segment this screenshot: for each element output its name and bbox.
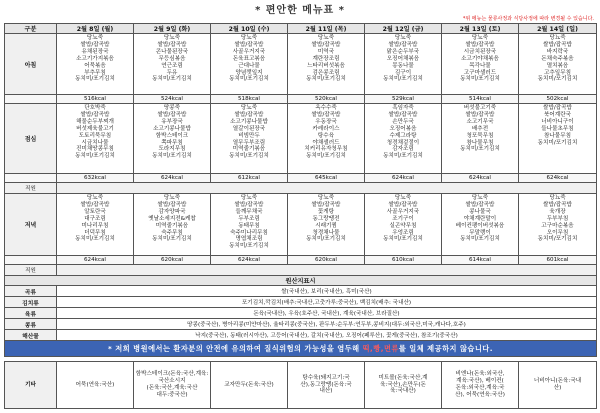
- dish-item: 야채계란말이: [463, 215, 497, 222]
- dish-item: 감자양파국: [158, 208, 186, 215]
- kcal-value: 624kcal: [365, 174, 442, 183]
- dish-item: 쌀밥/잡곡밥: [234, 201, 264, 208]
- dish-item: 어묵볶음: [84, 62, 106, 69]
- dish-item: 동치미/포기김치: [306, 76, 346, 83]
- dish-item: 돈육표고볶음: [232, 55, 266, 62]
- safety-banner-row: [5, 341, 597, 357]
- dish-item: 당뇨죽: [317, 195, 335, 201]
- dish-item: 옛날소세지전&케찹: [148, 215, 196, 222]
- dish-item: 쌀밥/잡곡밥: [388, 41, 418, 48]
- dish-item: 바지락국: [546, 48, 569, 55]
- dish-item: 더덕무침: [84, 229, 106, 236]
- staff-row: [5, 265, 597, 276]
- origin-category: 해산물: [5, 330, 57, 341]
- dish-item: 당뇨죽: [471, 35, 489, 41]
- dish-item: 두부조림: [238, 215, 260, 222]
- dish-item: 쌀밥/잡곡밥: [543, 201, 572, 208]
- dish-item: 동치미/포기김치: [460, 236, 500, 243]
- lunch-day-cell: [442, 104, 519, 174]
- dinner-day-cell: [57, 194, 134, 256]
- day-header: 2월 12일 (금): [365, 24, 442, 34]
- other-origin-item: 비엔나(돈육:외국산, 계육:국산), 베이컨( 돈육:외국산,계육:국 산), 어묵(연육:국산): [442, 362, 519, 409]
- origin-title-row: [5, 276, 597, 286]
- lunch-day-cell: [519, 104, 597, 174]
- dish-item: 동치미/포기김치: [75, 236, 115, 243]
- kcal-value: 516kcal: [57, 95, 134, 104]
- dish-item: 소고기가지볶음: [76, 55, 114, 62]
- dish-item: 검은콩조림: [312, 69, 340, 76]
- kcal-value: 518kcal: [211, 95, 288, 104]
- dish-item: 쌀밥/잡곡밥: [157, 201, 187, 208]
- day-header: 2월 10일 (수): [211, 24, 288, 34]
- other-category: 기타: [5, 362, 57, 409]
- dish-item: 당뇨죽: [549, 35, 566, 41]
- dish-item: 우동장국: [315, 118, 337, 125]
- kcal-label-cell: [5, 95, 57, 104]
- dish-item: 동치미/포기김치: [306, 236, 346, 243]
- dinner-day-cell: [211, 194, 288, 256]
- dish-item: 사골우거지국: [232, 48, 266, 55]
- dish-item: 청경채나물: [312, 229, 340, 236]
- dish-item: 베이컨팽이버섯볶음: [455, 222, 505, 229]
- origin-text: 땅콩(중국산), 병아리콩(미얀마산), 율타리콩(중국산), 판두부:순두부:연두부,콩비지(대두:외국산,미국,캐나다,호주): [57, 319, 597, 330]
- safety-banner: [5, 341, 597, 357]
- lunch-day-cell: [211, 104, 288, 174]
- kcal-value: 520kcal: [288, 95, 365, 104]
- dish-item: 명엽채조림: [235, 236, 263, 243]
- dish-item: 고추잎무침: [543, 69, 572, 76]
- dish-item: 동치미/포기김치: [152, 76, 192, 83]
- dish-item: 버섯제육불고기: [76, 125, 114, 132]
- other-origin-item: 미트볼(돈육:국산,계 육:국산),손만두(돈 육:국내산): [365, 362, 442, 409]
- dish-item: 두유: [166, 69, 178, 76]
- dish-item: 당뇨죽: [240, 195, 258, 201]
- kcal-value: 524kcal: [134, 95, 211, 104]
- dish-item: 동치미/포기김치: [152, 236, 192, 243]
- dish-item: 쌀밥/잡곡밥: [157, 41, 187, 48]
- dish-item: 오이무침: [546, 229, 569, 236]
- dish-item: 소고기콩나물밥: [230, 118, 268, 125]
- dish-item: 쌀밥/잡곡밥: [234, 41, 264, 48]
- lunch-day-cell: [365, 104, 442, 174]
- dinner-day-cell: [134, 194, 211, 256]
- dish-item: 동치미/포기김치: [75, 153, 115, 160]
- dish-item: 사골우거지국: [386, 208, 420, 215]
- dish-item: 쌀밥/잡곡밥: [388, 201, 418, 208]
- dish-item: 감자조림: [392, 146, 414, 153]
- dish-item: 쌀밥/잡곡밥: [234, 111, 264, 118]
- other-origin-item: 어묵(연육:국산): [57, 362, 134, 409]
- breakfast-kcal-row: [5, 95, 597, 104]
- dish-item: 시금치나물: [81, 139, 109, 146]
- staff-empty-cell: [57, 183, 597, 194]
- dish-item: 치커리유자청무침: [304, 146, 348, 153]
- origin-category: 곡류: [5, 286, 57, 297]
- dish-item: 동치미/포기김치: [383, 236, 423, 243]
- other-origin-item: 교자만두(돈육:국산): [211, 362, 288, 409]
- dish-item: 오징어볶음: [389, 125, 417, 132]
- breakfast-day-cell: [442, 34, 519, 95]
- dish-item: 몽동나물: [392, 62, 414, 69]
- dish-item: 돈채숙주볶음: [541, 55, 574, 62]
- breakfast-day-cell: [365, 34, 442, 95]
- other-origin-table: [4, 361, 597, 409]
- dish-item: 청포묵무침: [466, 132, 494, 139]
- dish-item: 동치미/포기김치: [383, 76, 423, 83]
- dish-item: 열무두부조림: [232, 139, 266, 146]
- day-header: 2월 8일 (월): [57, 24, 134, 34]
- dish-item: 야채샐러드: [312, 139, 340, 146]
- staff-label: 직원: [5, 183, 57, 194]
- dish-item: 쌀밥/잡곡밥: [465, 111, 495, 118]
- dish-item: 당뇨죽: [240, 35, 258, 41]
- dish-item: 해물순두부찌개: [76, 118, 114, 125]
- dish-item: 연근조림: [161, 62, 183, 69]
- staff-empty-cell: [57, 265, 597, 276]
- origin-row: [5, 286, 597, 297]
- breakfast-row: [5, 34, 597, 95]
- other-origin-item: 탕수육(돼지고기:국 산),동그랑땡(돈육:국 내산): [288, 362, 365, 409]
- dish-item: 콘나물된장국: [155, 48, 189, 55]
- dish-item: 쌀밥/잡곡밥: [311, 41, 341, 48]
- dish-item: 당뇨죽: [86, 195, 104, 201]
- corner-label: 구분: [5, 24, 57, 34]
- dish-item: 동치미/포기김치: [460, 76, 500, 83]
- dish-item: 부추무침: [84, 69, 106, 76]
- dish-item: 동치미/포기김치: [229, 243, 269, 250]
- dish-item: 동치미/포기김치: [229, 153, 269, 160]
- breakfast-day-cell: [288, 34, 365, 95]
- dish-item: 비빔만두: [238, 132, 260, 139]
- dish-item: 알토란국: [84, 208, 106, 215]
- lunch-day-cell: [134, 104, 211, 174]
- dish-item: 당뇨죽: [163, 35, 181, 41]
- origin-category: 콩류: [5, 319, 57, 330]
- other-origin-item: 너비아니(돈육:국내 산): [519, 362, 597, 409]
- dish-item: 소고기야채볶음: [461, 55, 499, 62]
- dish-item: 당뇨죽: [549, 195, 566, 201]
- kcal-value: 632kcal: [57, 174, 134, 183]
- dish-item: 우엉조림: [392, 229, 414, 236]
- dish-item: 계란장조림: [312, 55, 340, 62]
- dish-item: 도토리묵무침: [78, 132, 112, 139]
- kcal-value: 614kcal: [442, 256, 519, 265]
- menu-table: [4, 23, 597, 357]
- dinner-label: 저녁: [5, 194, 57, 256]
- dish-item: 너비아니구이: [541, 118, 574, 125]
- dish-item: 실곤약무침: [389, 222, 417, 229]
- dish-item: 동치미/포기김치: [306, 153, 346, 160]
- dish-item: 수제그라탕: [389, 132, 417, 139]
- origin-row: [5, 319, 597, 330]
- breakfast-day-cell: [57, 34, 134, 95]
- kcal-value: 624kcal: [134, 174, 211, 183]
- other-origin-row: [5, 362, 597, 409]
- kcal-value: 624kcal: [211, 256, 288, 265]
- lunch-row: [5, 104, 597, 174]
- dish-item: 두부부침: [546, 215, 569, 222]
- dish-item: 육개장: [549, 208, 566, 215]
- lunch-day-cell: [57, 104, 134, 174]
- dish-item: 쌀밥/잡곡밥: [80, 201, 110, 208]
- dish-item: 미역줄기볶음: [232, 146, 266, 153]
- kcal-value: 624kcal: [442, 174, 519, 183]
- dish-item: 동태무침: [238, 222, 260, 229]
- dish-item: 배추전: [471, 125, 489, 132]
- dish-item: 쌀밥/잡곡밥: [157, 111, 187, 118]
- dish-item: 진미채땅콩무침: [76, 146, 114, 153]
- origin-text: 쌀(국내산), 보리(국내산), 흑미(국산): [57, 286, 597, 297]
- kcal-value: 624kcal: [519, 174, 597, 183]
- dish-item: 쌀밥/잡곡밥: [465, 41, 495, 48]
- dish-item: 동치미/포기김치: [537, 76, 578, 83]
- dish-item: 쌀밥/잡곡밥: [388, 111, 418, 118]
- dish-item: 동치미/포기김치: [537, 139, 578, 146]
- origin-text: 포기김치,깍김치(배추:국내산,고춧가루:중국산), 백김치(배추: 국내산): [57, 297, 597, 308]
- dish-item: 단호박죽: [84, 105, 106, 111]
- banner-highlight: 떡,빵,면류: [362, 343, 399, 353]
- kcal-value: 620kcal: [134, 256, 211, 265]
- dish-item: 당뇨죽: [240, 105, 258, 111]
- banner-suffix: 를 일체 제공하지 않습니다.: [398, 343, 493, 353]
- dish-item: 청경채겉절이: [386, 139, 420, 146]
- kcal-value: 645kcal: [288, 174, 365, 183]
- dish-item: 유채된장국: [81, 48, 109, 55]
- lunch-day-cell: [288, 104, 365, 174]
- change-notice: *위 메뉴는 물류사정과 식당사정에 따라 변경될 수 있습니다.: [462, 16, 594, 22]
- dish-item: 유부장국: [161, 118, 183, 125]
- dish-item: 콩나물국: [469, 208, 491, 215]
- dish-item: 시금치된장국: [463, 48, 497, 55]
- dinner-day-cell: [365, 194, 442, 256]
- dish-item: 동그랑땡전: [312, 215, 340, 222]
- dish-item: 미역국: [317, 48, 335, 55]
- dish-item: 탕수육: [317, 132, 335, 139]
- kcal-value: 624kcal: [57, 256, 134, 265]
- dish-item: 동치미/포기김치: [152, 153, 192, 160]
- dish-item: 참나물무침: [466, 139, 494, 146]
- dish-item: 당뇨죽: [86, 35, 104, 41]
- dish-item: 동치미/포기김치: [75, 76, 115, 83]
- dinner-kcal-row: [5, 256, 597, 265]
- dish-item: 느타리버섯볶음: [307, 62, 345, 69]
- dish-item: 목각나물: [469, 62, 491, 69]
- dish-item: 쌀밥/잡곡밥: [311, 201, 341, 208]
- origin-category: 김치류: [5, 297, 57, 308]
- dish-item: 양념깻잎지: [235, 69, 263, 76]
- dish-item: 동치미/포기김치: [537, 236, 578, 243]
- dish-item: 무등심볶음: [158, 55, 186, 62]
- dish-item: 당뇨죽: [394, 195, 412, 201]
- dish-item: 당뇨죽: [394, 35, 412, 41]
- day-header: 2월 14일 (일): [519, 24, 597, 34]
- dish-item: 들깨무채국: [235, 208, 263, 215]
- dish-item: 열갈이된장국: [232, 125, 266, 132]
- origin-row: [5, 297, 597, 308]
- dish-item: 꽃게탕: [317, 208, 335, 215]
- breakfast-day-cell: [211, 34, 288, 95]
- other-origin-item: 함박스테이크(돈육:국산,계육:국산소시지 (돈육:국산,계육:국산 대두:중국산): [134, 362, 211, 409]
- kcal-value: 529kcal: [365, 95, 442, 104]
- origin-row: [5, 330, 597, 341]
- dish-item: 쪽파무침: [161, 139, 183, 146]
- dish-item: 조기구이: [392, 215, 414, 222]
- day-header: 2월 11일 (목): [288, 24, 365, 34]
- dish-item: 손만두국: [392, 118, 414, 125]
- day-header: 2월 13일 (토): [442, 24, 519, 34]
- dish-item: 땅콩죽: [163, 105, 181, 111]
- dish-item: 동치미/포기김치: [229, 76, 269, 83]
- kcal-label-cell: [5, 256, 57, 265]
- lunch-label: 점심: [5, 104, 57, 174]
- dish-item: 쌀밥/잡곡밥: [543, 105, 572, 111]
- dish-item: 버섯불고기죽: [463, 105, 497, 111]
- breakfast-day-cell: [134, 34, 211, 95]
- dish-item: 소고기콩나물밥: [153, 125, 191, 132]
- dish-item: 쌀밥/잡곡밥: [80, 41, 110, 48]
- dinner-day-cell: [442, 194, 519, 256]
- dish-item: 쌀밥/잡곡밥: [80, 111, 110, 118]
- dish-item: 쌀밥/잡곡밥: [311, 111, 341, 118]
- staff-row: [5, 183, 597, 194]
- dish-item: 대구조림: [84, 215, 106, 222]
- dish-item: 근대나물: [238, 62, 260, 69]
- dish-item: 맑은순두부국: [386, 48, 420, 55]
- dish-item: 도라지무침: [158, 146, 186, 153]
- breakfast-label: 아침: [5, 34, 57, 95]
- dinner-day-cell: [288, 194, 365, 256]
- day-header-row: [5, 24, 597, 34]
- dish-item: 미나리무침: [81, 222, 109, 229]
- dish-item: 당뇨죽: [163, 195, 181, 201]
- dish-item: 당뇨죽: [317, 35, 335, 41]
- banner-prefix: * 저희 병원에서는 환자분의 안전에 유의하여 질식위험의 가능성을 염두해: [108, 343, 363, 353]
- dish-item: 고구마순볶음: [541, 222, 574, 229]
- page-title: * 편안한 메뉴표 *: [255, 5, 345, 16]
- dish-item: 카레라이스: [312, 125, 340, 132]
- dish-item: 김구이: [394, 69, 412, 76]
- dinner-day-cell: [519, 194, 597, 256]
- kcal-value: 502kcal: [519, 95, 597, 104]
- dish-item: 함박스테이크: [155, 132, 189, 139]
- dish-item: 옥수수죽: [315, 105, 337, 111]
- dish-item: 멸치볶음: [546, 62, 569, 69]
- dish-item: 당뇨죽: [471, 195, 489, 201]
- origin-text: 낙지(중국산), 동태(러시아산), 고등어(국내산), 갈치(국내산), 오징어(페루산), 꽃게(중국산), 참조기(중국산): [57, 330, 597, 341]
- dish-item: 시래기찜: [315, 222, 337, 229]
- origin-text: 돈육(국내산), 우육(호주산, 국내산), 계육(국내산, 브라질산): [57, 308, 597, 319]
- dish-item: 고구마샐러드: [463, 69, 497, 76]
- dish-item: 미역줄기볶음: [155, 222, 189, 229]
- kcal-value: 601kcal: [519, 256, 597, 265]
- breakfast-day-cell: [519, 34, 597, 95]
- kcal-value: 620kcal: [288, 256, 365, 265]
- origin-title: 원산지표시: [5, 276, 597, 286]
- lunch-kcal-row: [5, 174, 597, 183]
- origin-row: [5, 308, 597, 319]
- dish-item: 숙주무침: [161, 229, 183, 236]
- dish-item: 숙주미나리무침: [230, 229, 268, 236]
- kcal-label-cell: [5, 174, 57, 183]
- dinner-row: [5, 194, 597, 256]
- dish-item: 동치미/포기김치: [460, 146, 500, 153]
- staff-label: 직원: [5, 265, 57, 276]
- dish-item: 북어계란국: [543, 111, 572, 118]
- dish-item: 들나물초무침: [541, 125, 574, 132]
- origin-category: 육류: [5, 308, 57, 319]
- dish-item: 참나물무침: [543, 132, 572, 139]
- dish-item: 흑임자죽: [392, 105, 414, 111]
- day-header: 2월 9일 (화): [134, 24, 211, 34]
- dish-item: 동치미/포기김치: [383, 153, 423, 160]
- kcal-value: 612kcal: [211, 174, 288, 183]
- kcal-value: 514kcal: [442, 95, 519, 104]
- dish-item: 쌀밥/잡곡밥: [465, 201, 495, 208]
- dish-item: 쌀밥/잡곡밥: [543, 41, 572, 48]
- dish-item: 무말랭이: [469, 229, 491, 236]
- kcal-value: 610kcal: [365, 256, 442, 265]
- dish-item: 소고기무국: [466, 118, 494, 125]
- dish-item: 오징어채볶음: [386, 55, 420, 62]
